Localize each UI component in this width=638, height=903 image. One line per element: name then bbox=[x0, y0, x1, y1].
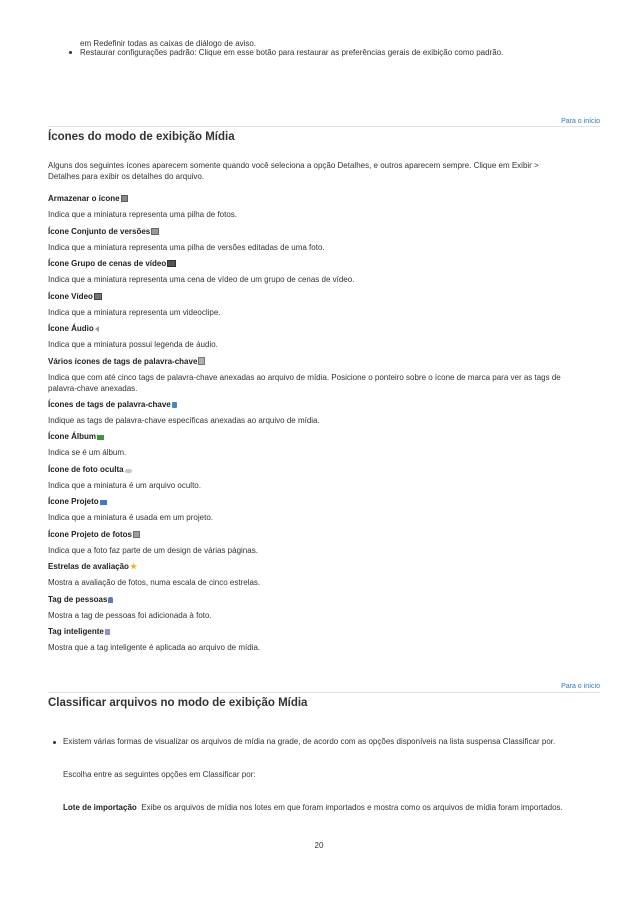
term-label: Ícone Projeto de fotos bbox=[48, 529, 133, 539]
definition-term bbox=[48, 356, 205, 367]
smart-tag-icon bbox=[105, 629, 110, 635]
term-label: Ícone Projeto bbox=[48, 497, 99, 506]
definition-desc: Indica que com até cinco tags de palavra-chave anexadas ao arquivo de mídia. Posicione o ponteiro sobre o ícone de marca para ver as tags de bbox=[48, 372, 561, 382]
back-to-top-link[interactable]: Para o início bbox=[561, 118, 600, 125]
definition-term bbox=[48, 464, 132, 475]
definition-desc: Indica se é um álbum. bbox=[48, 448, 127, 457]
multiple-keyword-tags-icon bbox=[198, 357, 205, 365]
definition-desc: Indica que a miniatura representa uma cena de vídeo de um grupo de cenas de vídeo. bbox=[48, 275, 355, 284]
choose-options-text: Escolha entre as seguintes opções em Classificar por: bbox=[63, 770, 256, 779]
section-title: Ícones do modo de exibição Mídia bbox=[48, 131, 235, 143]
definition-desc: Indica que a miniatura é um arquivo oculto. bbox=[48, 480, 201, 490]
definition-term bbox=[48, 226, 159, 237]
definition-desc: Mostra a avaliação de fotos, numa escala de cinco estrelas. bbox=[48, 578, 261, 587]
people-tag-icon bbox=[108, 597, 113, 603]
term-label: Armazenar o ícone bbox=[48, 194, 120, 203]
restore-defaults-text: Restaurar configurações padrão: Clique em esse botão para restaurar as preferências gerais de exibição como padrão. bbox=[80, 48, 504, 57]
album-icon bbox=[97, 435, 104, 440]
photo-project-icon bbox=[133, 531, 140, 538]
sort-options-text: Existem várias formas de visualizar os arquivos de mídia na grade, de acordo com as opções disponíveis na lista suspensa Classificar por. bbox=[63, 737, 556, 746]
term-label: Ícone Grupo de cenas de vídeo bbox=[48, 259, 167, 268]
definition-desc: Indica que a miniatura representa uma pilha de fotos. bbox=[48, 210, 238, 219]
star-icon: ★ bbox=[129, 562, 138, 571]
section-divider-2 bbox=[48, 692, 600, 693]
definition-desc: Indique as tags de palavra-chave específicas anexadas ao arquivo de mídia. bbox=[48, 415, 320, 425]
intro-line: em Redefinir todas as caixas de diálogo de aviso. bbox=[80, 39, 257, 48]
term-label: Ícone Álbum bbox=[48, 432, 97, 441]
back-to-top-link-2[interactable]: Para o início bbox=[561, 683, 600, 690]
term-label: Ícone de foto oculta bbox=[48, 464, 124, 474]
definition-term bbox=[48, 291, 102, 302]
definition-desc: Indica que a miniatura representa uma pilha de versões editadas de uma foto. bbox=[48, 242, 325, 252]
section-intro: Alguns dos seguintes ícones aparecem somente quando você seleciona a opção Detalhes, e outros aparecem sempre. Clique em Exibir > bbox=[48, 161, 539, 170]
video-scene-group-icon bbox=[167, 260, 176, 267]
audio-icon bbox=[95, 326, 99, 332]
definition-term bbox=[48, 323, 99, 334]
section-intro-cont: Detalhes para exibir os detalhes do arquivo. bbox=[48, 172, 205, 181]
term-label: Ícone Áudio bbox=[48, 324, 94, 333]
keyword-tag-icon bbox=[172, 402, 177, 408]
import-batch-entry bbox=[63, 802, 563, 813]
section-divider bbox=[48, 126, 600, 127]
definition-term bbox=[48, 258, 176, 269]
definition-desc: Indica que a miniatura possui legenda de áudio. bbox=[48, 340, 218, 349]
page-number: 20 bbox=[314, 841, 324, 850]
term-label: Ícone Conjunto de versões bbox=[48, 226, 151, 236]
hidden-photo-icon bbox=[125, 469, 132, 473]
term-label: Vários ícones de tags de palavra-chave bbox=[48, 356, 198, 366]
video-icon bbox=[94, 293, 102, 300]
definition-term bbox=[48, 561, 137, 572]
definition-desc: Mostra que a tag inteligente é aplicada ao arquivo de mídia. bbox=[48, 643, 261, 652]
definition-desc-cont: palavra-chave anexadas. bbox=[48, 383, 138, 393]
project-icon bbox=[100, 500, 107, 505]
version-set-icon bbox=[151, 228, 159, 235]
bullet-dot bbox=[69, 51, 72, 54]
term-label: Ícones de tags de palavra-chave bbox=[48, 399, 171, 409]
term-label: Tag inteligente bbox=[48, 627, 104, 636]
definition-term bbox=[48, 431, 104, 442]
term-label: Tag de pessoas bbox=[48, 594, 108, 604]
definition-term bbox=[48, 399, 177, 410]
definition-desc: Indica que a foto faz parte de um design de várias páginas. bbox=[48, 545, 258, 555]
term-label: Ícone Vídeo bbox=[48, 291, 93, 301]
term-label: Estrelas de avaliação bbox=[48, 562, 129, 571]
import-batch-desc: Exibe os arquivos de mídia nos lotes em que foram importados e mostra como os arquivos de mídia foram importados. bbox=[141, 803, 563, 812]
definition-desc: Indica que a miniatura é usada em um projeto. bbox=[48, 513, 213, 522]
definition-term bbox=[48, 193, 128, 204]
definition-term bbox=[48, 594, 113, 605]
bullet-dot-2 bbox=[53, 741, 56, 744]
definition-desc: Mostra a tag de pessoas foi adicionada à foto. bbox=[48, 610, 212, 620]
definition-term bbox=[48, 496, 107, 507]
definition-term bbox=[48, 529, 140, 540]
stack-icon bbox=[121, 195, 128, 202]
definition-term bbox=[48, 626, 110, 637]
import-batch-term: Lote de importação bbox=[63, 803, 137, 812]
section-title-2: Classificar arquivos no modo de exibição Mídia bbox=[48, 697, 308, 709]
definition-desc: Indica que a miniatura representa um videoclipe. bbox=[48, 307, 221, 317]
